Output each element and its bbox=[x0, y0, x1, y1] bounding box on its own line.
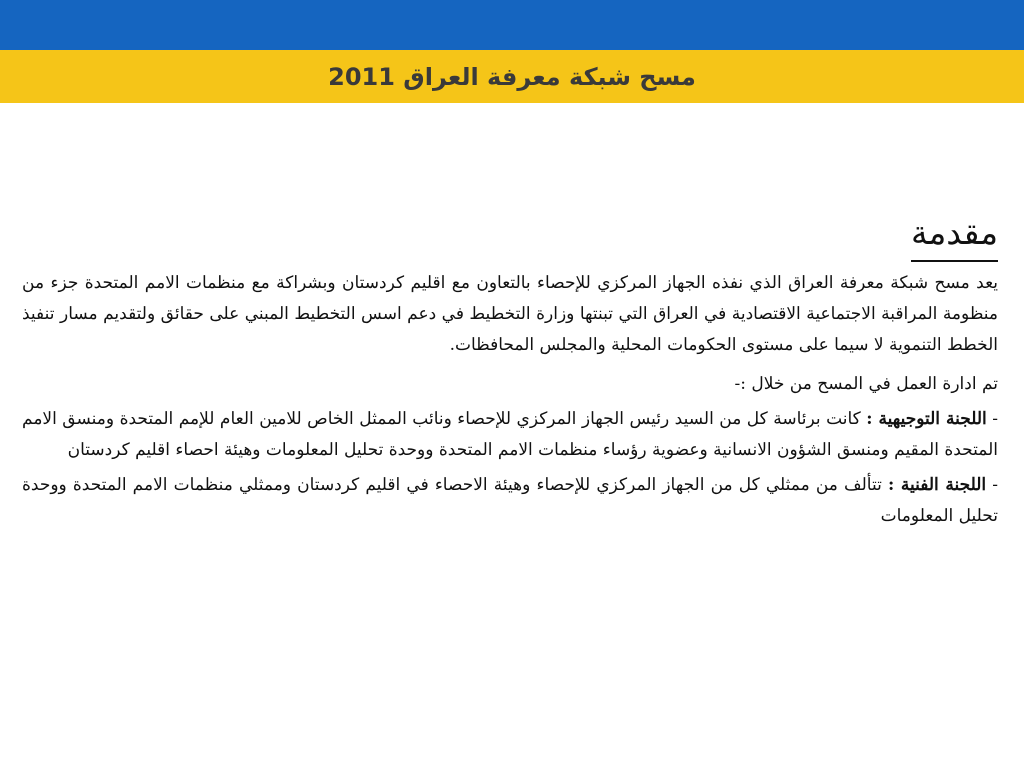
intro-paragraph: يعد مسح شبكة معرفة العراق الذي نفذه الجهاز المركزي للإحصاء بالتعاون مع اقليم كردستان وبشراكة مع منظمات الامم المتحدة جزء من منظومة المراقبة الاجتماعية الاقتصادية في العراق التي تبنتها وزارة التخطيط في دعم اسس التخطيط المبني على حقائق ولتقديم مسار تنفيذ الخطط التنموية لا سيما على مستوى الحكومات المحلية والمجلس المحافظات. bbox=[22, 273, 998, 355]
technical-committee-label: اللجنة الفنية : bbox=[887, 475, 987, 495]
title-band bbox=[0, 50, 1024, 103]
steering-committee-paragraph bbox=[22, 404, 998, 466]
steering-committee-label: اللجنة التوجيهية : bbox=[866, 409, 987, 429]
management-intro: تم ادارة العمل في المسح من خلال :- bbox=[734, 374, 998, 394]
steering-prefix: - bbox=[986, 409, 998, 429]
technical-committee-text: تتألف من ممثلي كل من الجهاز المركزي للإحصاء وهيئة الاحصاء في اقليم كردستان وممثلي منظمات الامم المتحدة ووحدة تحليل المعلومات bbox=[22, 475, 998, 526]
technical-prefix: - bbox=[986, 475, 998, 495]
content-area bbox=[22, 210, 998, 536]
top-color-band bbox=[0, 0, 1024, 50]
technical-committee-paragraph bbox=[22, 470, 998, 532]
page-title: مسح شبكة معرفة العراق 2011 bbox=[328, 62, 696, 91]
steering-committee-text: كانت برئاسة كل من السيد رئيس الجهاز المركزي للإحصاء ونائب الممثل الخاص للامين العام للإمم المتحدة ومنسق الامم المتحدة المقيم ومنسق الشؤون الانسانية وعضوية رؤساء منظمات الامم المتحدة ووحدة تحليل المعلومات وهيئة احصاء اقليم كردستان bbox=[22, 409, 998, 460]
section-heading: مقدمة bbox=[911, 210, 998, 262]
